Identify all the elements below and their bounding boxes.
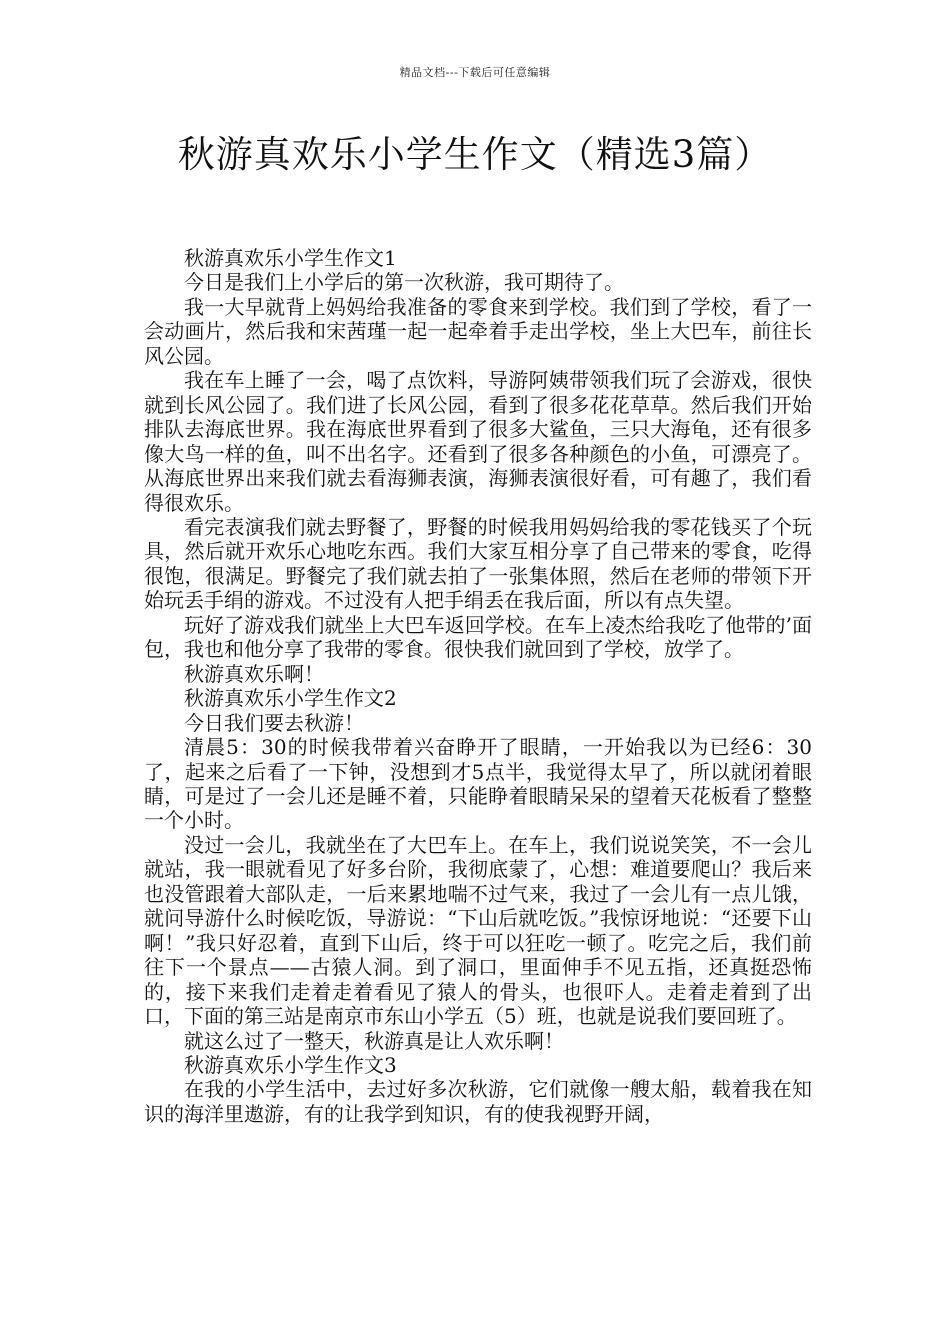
header-note: 精品文档---下载后可任意编辑 <box>399 66 551 79</box>
document-body <box>144 246 812 1126</box>
essay-heading-3: 秋游真欢乐小学生作文3 <box>184 1052 397 1077</box>
paragraph: 在我的小学生活中，去过好多次秋游，它们就像一艘太船，载着我在知识的海洋里遨游，有的让我学到知识，有的使我视野开阔， <box>144 1077 812 1126</box>
paragraph: 就这么过了一整天，秋游真是让人欢乐啊！ <box>184 1028 564 1053</box>
paragraph: 看完表演我们就去野餐了，野餐的时候我用妈妈给我的零花钱买了个玩具，然后就开欢乐心地吃东西。我们大家互相分享了自己带来的零食，吃得很饱，很满足。野餐完了我们就去拍了一张集体照，然后在老师的带领下开始玩丢手绢的游戏。不过没有人把手绢丢在我后面，所以有点失望。 <box>144 514 812 613</box>
paragraph: 我在车上睡了一会，喝了点饮料，导游阿姨带领我们玩了会游戏，很快就到长风公园了。我们进了长风公园，看到了很多花花草草。然后我们开始排队去海底世界。我在海底世界看到了很多大鲨鱼，三只大海龟，还有很多像大鸟一样的鱼，叫不出名字。还看到了很多各种颜色的小鱼，可漂亮了。从海底世界出来我们就去看海狮表演，海狮表演很好看，可有趣了，我们看得很欢乐。 <box>144 368 812 515</box>
paragraph: 我一大早就背上妈妈给我准备的零食来到学校。我们到了学校，看了一会动画片，然后我和宋茜瑾一起一起牵着手走出学校，坐上大巴车，前往长风公园。 <box>144 294 812 368</box>
paragraph: 没过一会儿，我就坐在了大巴车上。在车上，我们说说笑笑，不一会儿就站，我一眼就看见了好多台阶，我彻底蒙了，心想：难道要爬山？我后来也没管跟着大部队走，一后来累地喘不过气来，我过了一会儿有一点儿饿，就问导游什么时候吃饭，导游说：“下山后就吃饭。”我惊讶地说：“还要下山啊！”我只好忍着，直到下山后，终于可以狂吃一顿了。吃完之后，我们前往下一个景点——古猿人洞。到了洞口，里面伸手不见五指，还真挺恐怖的，接下来我们走着走着看见了猿人的骨头，也很吓人。走着走着到了出口，下面的第三站是南京市东山小学五（5）班，也就是说我们要回班了。 <box>144 832 812 1029</box>
paragraph: 今日我们要去秋游！ <box>184 710 364 735</box>
essay-heading-2: 秋游真欢乐小学生作文2 <box>184 686 397 711</box>
paragraph: 今日是我们上小学后的第一次秋游，我可期待了。 <box>184 270 624 295</box>
paragraph: 秋游真欢乐啊！ <box>184 661 324 686</box>
paragraph: 清晨5：30的时候我带着兴奋睁开了眼睛，一开始我以为已经6：30了，起来之后看了一下钟，没想到才5点半，我觉得太早了，所以就闭着眼睛，可是过了一会儿还是睡不着，只能睁着眼睛呆呆的望着天花板看了整整一个小时。 <box>144 735 812 833</box>
essay-heading-1: 秋游真欢乐小学生作文1 <box>184 246 397 270</box>
paragraph: 玩好了游戏我们就坐上大巴车返回学校。在车上凌杰给我吃了他带的’面包，我也和他分享了我带的零食。很快我们就回到了学校，放学了。 <box>144 612 812 662</box>
document-title: 秋游真欢乐小学生作文（精选3篇） <box>177 133 773 176</box>
